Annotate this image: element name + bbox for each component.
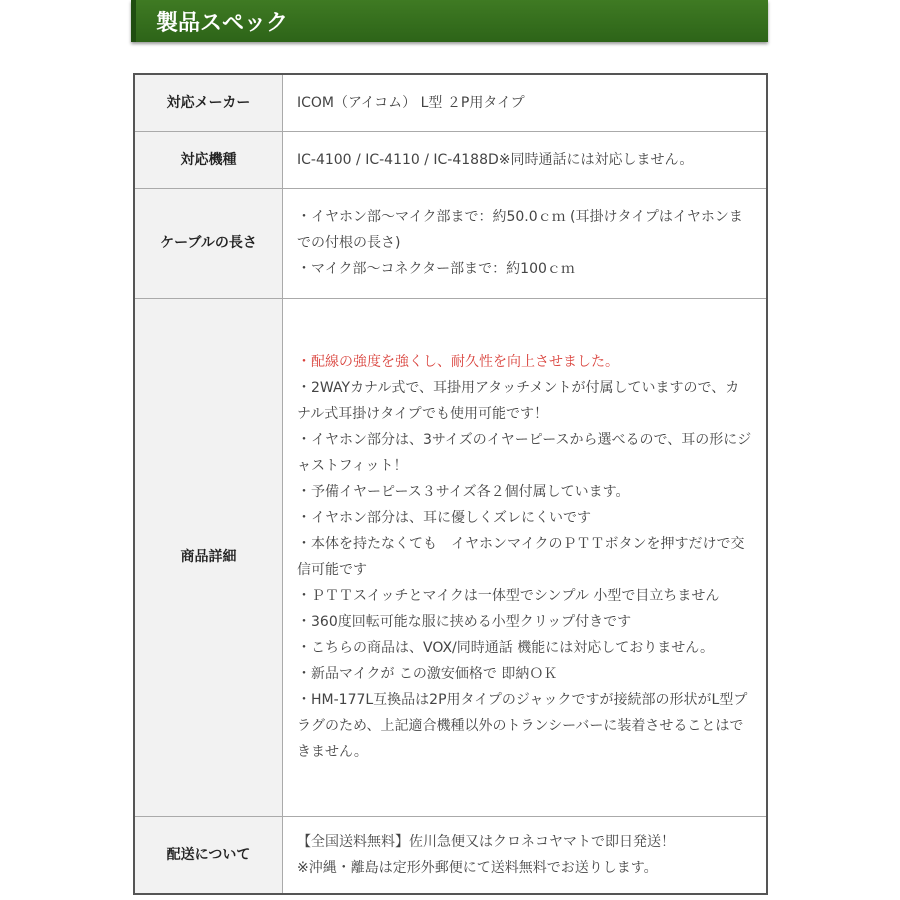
- row-value: ICOM（アイコム） L型 ２P用タイプ: [297, 94, 525, 111]
- table-row: [134, 131, 767, 188]
- detail-item: ・こちらの商品は、VOX/同時通話 機能には対応しておりません。: [297, 640, 715, 656]
- section-header: [131, 0, 768, 42]
- table-row: [134, 816, 767, 894]
- detail-item: ・2WAYカナル式で、耳掛用アタッチメントが付属していますので、カナル式耳掛けタイプでも使用可能です！: [297, 380, 740, 422]
- row-label: ケーブルの長さ: [134, 188, 283, 298]
- row-label: 対応メーカー: [134, 74, 283, 131]
- detail-item: ・新品マイクが この激安価格で 即納ＯＫ: [297, 666, 558, 682]
- row-value: ・イヤホン部〜マイク部まで：約50.0ｃｍ (耳掛けタイプはイヤホンまでの付根の長さ): [297, 209, 743, 251]
- table-row: [134, 298, 767, 816]
- detail-item: ・ＰＴＴスイッチとマイクは一体型でシンプル 小型で目立ちません: [297, 588, 720, 604]
- detail-item: ・イヤホン部分は、3サイズのイヤーピースから選べるので、耳の形にジャストフィット！: [297, 432, 752, 474]
- detail-item: ・イヤホン部分は、耳に優しくズレにくいです: [297, 510, 591, 526]
- row-label: 商品詳細: [134, 298, 283, 816]
- section-title: 製品スペック: [156, 11, 289, 36]
- row-value: IC-4100 / IC-4110 / IC-4188D※同時通話には対応しません。: [297, 151, 694, 168]
- spec-table: [133, 73, 768, 895]
- row-value: ※沖縄・離島は定形外郵便にて送料無料でお送りします。: [297, 859, 658, 876]
- detail-item: ・予備イヤーピース３サイズ各２個付属しています。: [297, 484, 630, 500]
- table-row: [134, 74, 767, 131]
- row-value: ・マイク部〜コネクター部まで：約100ｃｍ: [297, 261, 575, 277]
- detail-item: ・360度回転可能な服に挟める小型クリップ付きです: [297, 614, 632, 630]
- row-label: 配送について: [134, 816, 283, 894]
- detail-item: ・HM-177L互換品は2P用タイプのジャックですが接続部の形状がL型プラグのため、上記適合機種以外のトランシーバーに装着させることはできません。: [297, 692, 748, 760]
- row-label: 対応機種: [134, 131, 283, 188]
- highlight-text: ・配線の強度を強くし、耐久性を向上させました。: [297, 354, 619, 370]
- row-value: 【全国送料無料】佐川急便又はクロネコヤマトで即日発送！: [297, 833, 675, 850]
- table-row: [134, 188, 767, 298]
- detail-item: ・本体を持たなくても イヤホンマイクのＰＴＴボタンを押すだけで交信可能です: [297, 536, 745, 578]
